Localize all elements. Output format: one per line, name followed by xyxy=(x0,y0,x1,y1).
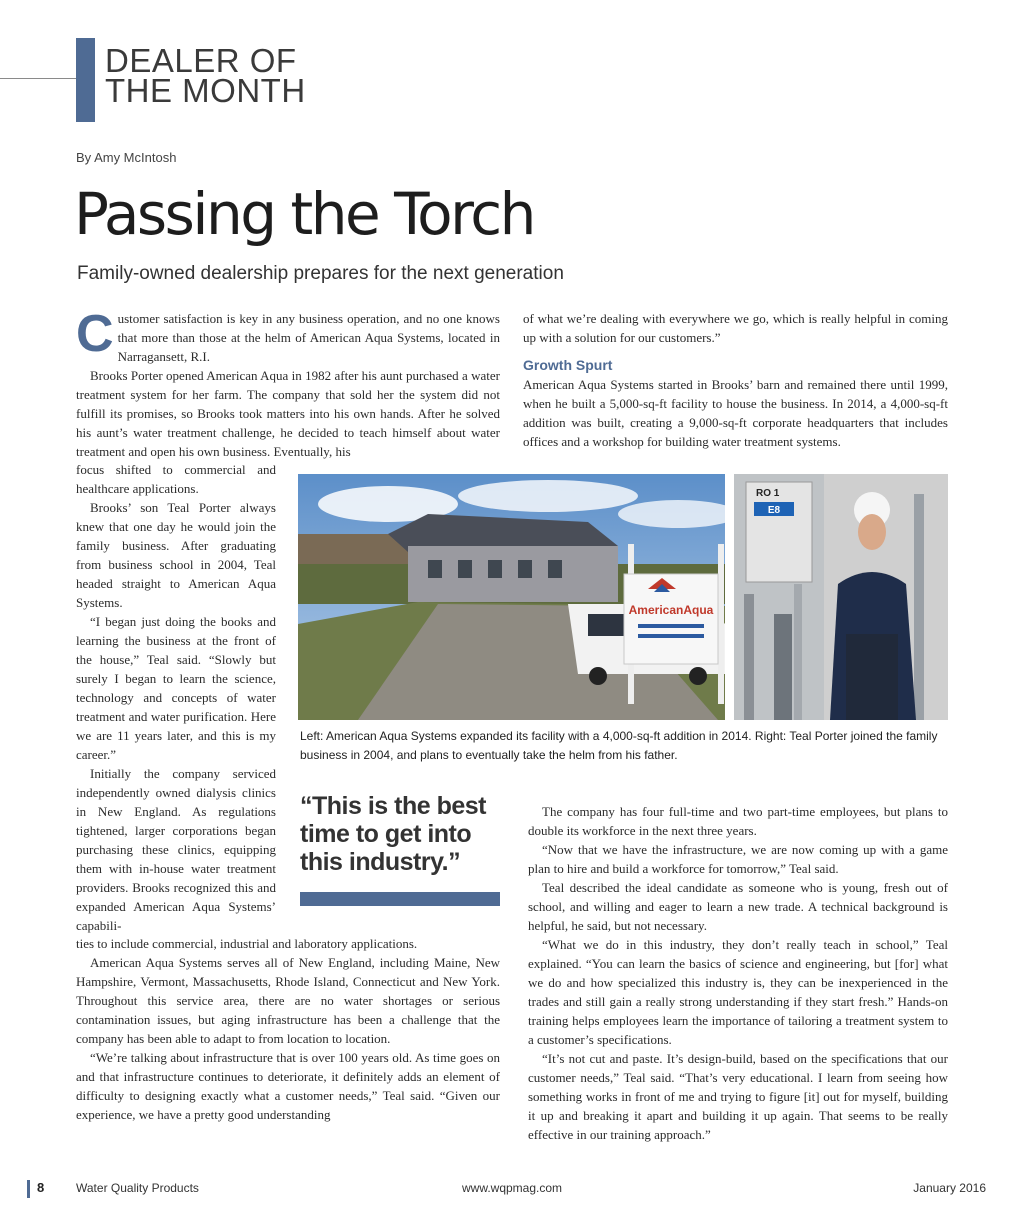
pull-quote-bar xyxy=(300,892,500,906)
byline: By Amy McIntosh xyxy=(76,150,177,165)
paragraph-solution: of what we’re dealing with everywhere we go, which is really helpful in coming up with a solution for our customers.” xyxy=(523,311,948,345)
left-column-top xyxy=(76,305,500,461)
article-subtitle: Family-owned dealership prepares for the next generation xyxy=(77,263,564,284)
paragraph-founding: Brooks Porter opened American Aqua in 1982 after his aunt purchased a water treatment system for her farm. The company that sold her the system did not fulfill its promises, so Brooks took matters into his own hands. After he solved his aunt’s water treatment challenge, he decided to teach himself about water treatment and open his own business. Eventually, his xyxy=(76,368,500,459)
facility-photo xyxy=(298,474,725,720)
paragraph-teal-joins: Brooks’ son Teal Porter always knew that one day he would join the family business. After graduating from business school in 2004, Teal headed straight to American Aqua Systems. xyxy=(76,500,276,610)
section-accent-bar xyxy=(76,38,95,122)
paragraph-growth: American Aqua Systems started in Brooks’ barn and remained there until 1999, when he built a 5,000-sq-ft facility to house the business. In 2014, a 4,000-sq-ft addition was built, creating a 9,000-sq-ft corporate headquarters that includes offices and a workshop for building water treatment systems. xyxy=(523,377,948,449)
right-column-top xyxy=(523,309,948,451)
panel-label-ro: RO 1 xyxy=(756,488,780,499)
left-column-narrow xyxy=(76,460,276,935)
teal-porter-photo xyxy=(734,474,948,720)
panel-label-e8: E8 xyxy=(767,505,781,516)
paragraph-dialysis: Initially the company serviced independently owned dialysis clinics in New England. As regulations tightened, larger corporations began purchasing these clinics, equipping them with in-house water treatment providers. Brooks recognized this and expanded American Aqua Systems’ capabili- xyxy=(76,766,276,933)
paragraph-founding-cont: focus shifted to commercial and healthcare applications. xyxy=(76,462,276,496)
section-label xyxy=(105,42,306,109)
intro-paragraph xyxy=(76,305,500,366)
publication-name: Water Quality Products xyxy=(76,1181,199,1195)
sign-brand: AmericanAqua xyxy=(628,603,714,617)
paragraph-ideal-candidate: Teal described the ideal candidate as someone who is young, fresh out of school, and willing and eager to learn a new trade. A technical background is helpful, he said, but not necessary. xyxy=(528,880,948,933)
publication-url[interactable]: www.wqpmag.com xyxy=(462,1181,563,1195)
section-label-line2: THE MONTH xyxy=(105,72,306,109)
drop-cap: C xyxy=(76,305,114,363)
photo-caption: Left: American Aqua Systems expanded its facility with a 4,000-sq-ft addition in 2014. Right: Teal Porter joined the family business in 2004, and plans to eventually take the helm from his father. xyxy=(300,729,938,762)
paragraph-employees: The company has four full-time and two part-time employees, but plans to double its workforce in the next three years. xyxy=(528,804,948,838)
issue-date: January 2016 xyxy=(913,1181,986,1195)
facility-photo-illustration xyxy=(298,474,725,720)
intro-text: ustomer satisfaction is key in any business operation, and no one knows that more than those at the helm of American Aqua Systems, located in Narragansett, R.I. xyxy=(117,311,500,364)
paragraph-design-build: “It’s not cut and paste. It’s design-build, based on the specifications that our customer needs,” Teal said. “That’s very educational. I learn from seeing how something works in front of me and trying to figure [it] out for myself, building it up and breaking it apart and building it up again. That seems to be really effective in our training approach.” xyxy=(528,1051,948,1142)
paragraph-teal-quote: “I began just doing the books and learning the business at the front of the house,” Teal said. “Slowly but surely I began to learn the science, technology and concepts of water treatment and water purification. Here we are 11 years later, and this is my career.” xyxy=(76,614,276,762)
paragraph-dialysis-cont: ties to include commercial, industrial and laboratory applications. xyxy=(76,936,418,951)
left-column-bottom xyxy=(76,934,500,1124)
paragraph-infrastructure: “We’re talking about infrastructure that is over 100 years old. As time goes on and that infrastructure continues to deteriorate, it definitely adds an element of difficulty to designing exactly what a customer needs,” Teal said. “Given our experience, we have a pretty good understanding xyxy=(76,1050,500,1122)
header-rule xyxy=(0,78,78,79)
paragraph-service-area: American Aqua Systems serves all of New England, including Maine, New Hampshire, Vermont, Massachusetts, Rhode Island, Connecticut and New York. Throughout this service area, there are no water shortages or serious contamination issues, but aging infrastructure has been a challenge that the company has been able to adapt to from location to location. xyxy=(76,955,500,1046)
page-number: 8 xyxy=(37,1180,45,1195)
section-label-line1: DEALER OF xyxy=(105,42,297,79)
teal-porter-photo-illustration xyxy=(734,474,948,720)
footer-accent-bar xyxy=(27,1180,30,1198)
paragraph-game-plan: “Now that we have the infrastructure, we are now coming up with a game plan to hire and build a workforce for tomorrow,” Teal said. xyxy=(528,842,948,876)
right-column-bottom xyxy=(528,802,948,1144)
article-title: Passing the Torch xyxy=(74,180,534,248)
paragraph-industry: “What we do in this industry, they don’t really teach in school,” Teal explained. “You can learn the basics of science and engineering, but [for] what we do and how specialized this industry is, they can be inexperienced in the trades and still gain a really strong understanding if they start fresh.” Hands-on training helps employees learn the importance of tailoring a treatment system to a customer’s specifications. xyxy=(528,937,948,1047)
subhead-growth-spurt: Growth Spurt xyxy=(523,357,613,373)
pull-quote: “This is the best time to get into this industry.” xyxy=(300,792,486,876)
